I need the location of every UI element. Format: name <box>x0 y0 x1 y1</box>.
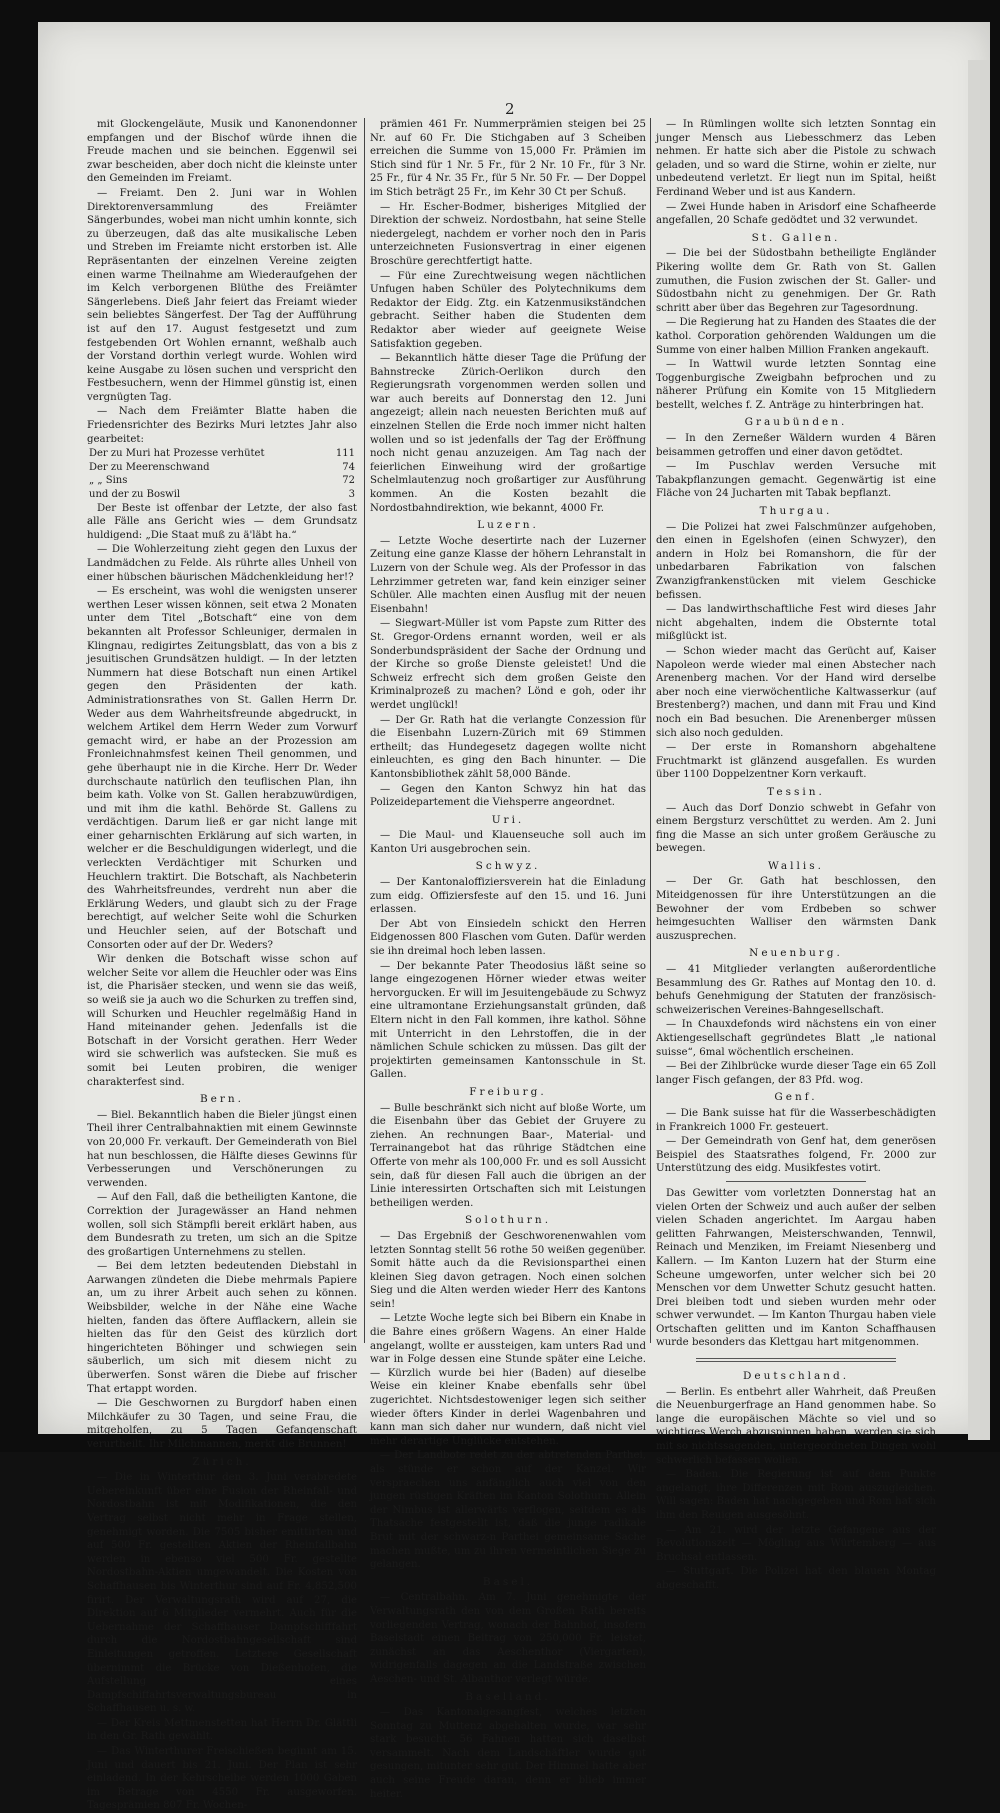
article: — Das Kantonalgesangfest, welches letzten Sonntag zu Muttenz abgehalten wurde, war sehr stark besucht. 56 Fahnen hatten sich daselbst versammelt. Nach dem Landschäftler wurde gut gesungen, mitunter sehr gut. Der Himmel hatte aber auch seine Freude daran, denn er blieb immer heiter. <box>370 1707 646 1800</box>
section-heading: Deutschland. <box>742 1370 850 1383</box>
section-heading: Zürich. <box>192 1455 252 1468</box>
article: — In den Zerneßer Wäldern wurden 4 Bären beisammen getroffen und einer davon getödtet. <box>656 433 936 458</box>
section-heading: St. Gallen. <box>751 231 841 244</box>
article: Der Beste ist offenbar der Letzte, der also fast alle Fälle ans Gericht wies — dem Grundsatz huldigend: „Die Staat muß zu ä'läbt ha.“ <box>87 502 357 541</box>
article: — Der erste in Romanshorn abgehaltene Fruchtmarkt ist glänzend ausgefallen. Es wurden über 1100 Doppelzentner Korn verkauft. <box>656 742 936 781</box>
section-heading: Baselland. <box>465 1690 551 1703</box>
section-heading: Neuenburg. <box>749 947 843 960</box>
article: — Es erscheint, was wohl die wenigsten unserer werthen Leser wissen können, seit etwa 2 Monaten unter dem Titel „Botschaft“ eine von dem bekannten alt Professor Schleuniger, dermalen in Klingnau, redigirtes Zeitungsblatt, das von a bis z jesuitischen Grundsätzen huldigt. — In der letzten Nummern hat diese Botschaft nun einen Artikel gegen den Präsidenten der kath. Administrationsrathes von St. Gallen Herrn Dr. Weder aus dem Wahrheitsfreunde abgedruckt, in welchem Artikel dem Herrn Weder zum Vorwurf gemacht wird, er habe an der Prozession am Fronleichnahmsfest keinen Theil genommen, und gehe überhaupt nie in die Kirche. Herr Dr. Weder durchschaute natürlich den teuflischen Plan, ihn beim kath. Volke von St. Gallen herabzuwürdigen, und mit ihm die kathl. Behörde St. Gallens zu verdächtigen. Darum ließ er gar nicht lange mit einer geharnischten Erklärung auf sich warten, in welcher er die Beschuldigungen widerlegt, und die verleckten Verdächtiger mit Schurken und Heuchlern traktirt. Die Botschaft, als Nachbeterin des Wahrheitsfreundes, verdreht nun aber die Erklärung Weders, und glaubt sich zu der Frage berechtigt, auf welcher Seite wohl die Schurken und Heuchler seien, auf der Botschaft und Consorten oder auf der Dr. Weders? <box>87 586 357 951</box>
article: — In Rümlingen wollte sich letzten Sonntag ein junger Mensch aus Liebesschmerz das Leben nehmen. Er hatte sich aber die Pistole zu schwach geladen, und so ward die Stirne, wohin er zielte, nur unbedeutend verletzt. Er liegt nun im Spital, heißt Ferdinand Weber und ist aus Kandern. <box>656 119 936 198</box>
table-cell: Der zu Meerenschwand <box>89 461 210 473</box>
separator-rule <box>726 1181 866 1182</box>
table-cell: 74 <box>342 461 355 473</box>
article: — Centralbahn. Am 7. Juni genehmigte der Verwaltungsrath den von dem Großen Rath bereits vorliegenden Vertrag, wonach der Bahnhof, insofern Baselstadt einen Beitrag von 250,000 Fr. leistet, zunächst an das Aeschenthor (Viergarten), widrigenfalls dagegen an die Landstraße zwischen Aeschen- und St. Albanthor verlegt würde. <box>370 1592 646 1685</box>
page-number: 2 <box>505 100 515 118</box>
table-row <box>87 488 357 502</box>
article: — Letzte Woche desertirte nach der Luzerner Zeitung eine ganze Klasse der höhern Lehranstalt in Luzern von der Schule weg. Als der Professor in das Lehrzimmer getreten war, fand kein einziger seiner Schüler. Alle machten einen Ausflug mit der neuen Eisenbahn! <box>370 535 646 615</box>
article: — Die in Winterthur den 3. Juni verabredete Uebereinkunft über eine Fusion der Rheinfall- und Nordostbahn ist mit Modifikationen, die den Vertrag selbst nicht mehr in Frage stellen, genehmigt worden. Die 7505 bisher emittirten und auf 500 Fr. gestellten Aktien der Rheinfallbahn werden in ebenso viel 500 Fr. gestellte Nordostbahn-Aktien umgewandelt. Die Kosten von Schaffhausen bis Winterthur sind auf Fr. 4,852,500 firirt. Der Verwaltungsrath wird auf 27, die Direktion auf 6 Mitglieder vermehrt. Auch für die Uebernahme der Schaffhauser Dampfschifffahrt durch die Nordostbahngesellschaft sind Einleitungen getroffen. Letztere Gesellschaft übernimmt die Brücke von Dießenhofen, die Aufstellung eines Dampfschiffahrtsverwaltungsbureau in Schaffhausen u. s. w. <box>87 1472 357 1715</box>
separator-double-rule <box>696 1358 896 1362</box>
column-2 <box>370 118 646 1800</box>
table-row <box>87 461 357 475</box>
article: — Baden. Die Regierung ist auf dem Punkte angelangt, ihre Differenzen mit Rom auszugleichen. Will sagen: Baden hat nachgegeben und Rom hat sich ihm den Reuigen ausgesöhnt. <box>656 1469 936 1521</box>
article: — Nach dem Freiämter Blatte haben die Friedensrichter des Bezirks Muri letztes Jahr also gearbeitet: <box>87 406 357 445</box>
page-edge <box>968 60 990 1440</box>
section-heading: Thurgau. <box>759 505 833 518</box>
table-cell: „ „ Sins <box>89 475 128 487</box>
article: — Der Kreis Mettmenstetten hat Herrn Dr. Glättli in den Gr. Rath gewählt. <box>87 1717 357 1743</box>
article: — Der bekannte Pater Theodosius läßt seine so lange eingezogenen Hörner wieder etwas weiter hervorgucken. Er will im Jesuitengebäude zu Schwyz eine ultramontane Erziehungsanstalt gründen, daß Eltern nicht in den Fall kommen, ihre kathol. Söhne mit Unterricht in den Lehrstoffen, die in der nämlichen Schule schicken zu müssen. Das gilt der projektirten gemeinsamen Kantonsschule in St. Gallen. <box>370 960 646 1081</box>
section-heading: Uri. <box>491 813 525 826</box>
table-cell: 111 <box>335 448 355 460</box>
table-cell: 3 <box>348 489 355 501</box>
article: Das Gewitter vom vorletzten Donnerstag hat an vielen Orten der Schweiz und auch außer der selben vielen Schaden angerichtet. Im Aargau haben gelitten Fahrwangen, Meisterschwanden, Tennwil, Reinach und Menziken, im Freiamt Niesenberg und Kallern. — Im Kanton Luzern hat der Sturm eine Scheune umgeworfen, unter welcher sich bei 20 Menschen vor dem Unwetter Schutz gesucht hatten. Drei bleiben todt und sieben wurden mehr oder schwer verwundet. — Im Kanton Thurgau haben viele Ortschaften gelitten und im Kanton Schaffhausen wurde besonders das Klettgau hart mitgenommen. <box>656 1187 936 1349</box>
section-heading: Luzern. <box>477 519 539 532</box>
article: — Das Winterthurer Freischießen beginnt am 15. Juni und dauert bis 21. Juni. Der Plan ist sehr einladend. In der Kehrscheibe werden 1000 Gaben im Betrage von 4550 Fr. ausgeworfen. Tagesprämien 807 Fr. Wochen- <box>87 1746 357 1812</box>
table-row <box>87 447 357 461</box>
section-heading: Tessin. <box>767 785 825 798</box>
table-row <box>87 474 357 488</box>
article: — Der Gr. Gath hat beschlossen, den Miteidgenossen für ihre Unterstützungen an die Bewohner der vom Erdbeben so schwer heimgesuchten Walliser den wärmsten Dank auszusprechen. <box>656 876 936 942</box>
table-cell: 72 <box>342 475 355 487</box>
article: — Freiamt. Den 2. Juni war in Wohlen Direktorenversammlung des Freiämter Sängerbundes, wobei man nicht umhin konnte, sich zu überzeugen, daß das alte musikalische Leben und Streben im Freiamte nicht erstorben ist. Alle Repräsentanten der einzelnen Vereine zeigten einen warme Theilnahme am Wiederaufgehen der im Kelch verborgenen Blüthe des Freiämter Sängerlebens. Dieß Jahr feiert das Freiamt wieder sein beliebtes Sängerfest. Der Tag der Aufführung ist auf den 17. August festgesetzt und zum festgebenden Ort Wohlen ernannt, weßhalb auch der Vorstand dorthin verlegt wurde. Wohlen wird keine Ausgabe zu lösen suchen und verspricht den Festbesuchern, wenn der Himmel günstig ist, einen vergnügten Tag. <box>87 187 357 403</box>
article: — Das Ergebniß der Geschworenenwahlen vom letzten Sonntag stellt 56 rothe 50 weißen gegenüber. Somit hätte auch da die Revisionsparthei einen kleinen Sieg davon getragen. Noch einen solchen Sieg und die Alten werden wieder Herr des Kantons sein! <box>370 1230 646 1310</box>
article: — 41 Mitglieder verlangten außerordentliche Besammlung des Gr. Rathes auf Montag den 10. d. behufs Genehmigung der Statuten der französisch-schweizerischen Vereines-Bahngesellschaft. <box>656 964 936 1016</box>
article: — Schon wieder macht das Gerücht auf, Kaiser Napoleon werde wieder mal einen Abstecher nach Arenenberg machen. Vor der Hand wird derselbe aber noch eine vierwöchentliche Kaltwasserkur (auf Brestenberg?) machen, und dann mit Frau und Kind noch ein Bad besuchen. Die Arenenberger müssen sich also noch gedulden. <box>656 645 936 739</box>
article: — Bei der Zihlbrücke wurde dieser Tage ein 65 Zoll langer Fisch gefangen, der 83 Pfd. wog. <box>656 1061 936 1086</box>
article: — Hr. Escher-Bodmer, bisheriges Mitglied der Direktion der schweiz. Nordostbahn, hat seine Stelle niedergelegt, nachdem er vorher noch den in Paris unterzeichneten Fusionsvertrag in einer eigenen Broschüre gerechtfertigt hatte. <box>370 201 646 267</box>
article: — Letzte Woche legte sich bei Bibern ein Knabe in die Bahre eines größern Wagens. An einer Halde angelangt, wollte er aussteigen, kam unters Rad und war in Folge dessen eine Stunde später eine Leiche. — Kürzlich wurde bei hier (Baden) auf dieselbe Weise ein kleiner Knabe ebenfalls sehr übel zugerichtet. Nichtsdestoweniger legen sich seither wieder öfters Kinder in derlei Wagenbahren und kann man sich daher nur wundern, daß nicht viel mehr derartige Unglücke entstehen. <box>370 1313 646 1447</box>
article: — In Wattwil wurde letzten Sonntag eine Toggenburgische Zweigbahn befprochen und zu näherer Prüfung ein Komite von 15 Mitgliedern bestellt, welches f. Z. Anträge zu hinterbringen hat. <box>656 359 936 411</box>
article: — Am 21. wird der letzte Gefangene aus der Revolutionszeit — Mögling aus Würtemberg — aus Bruchsal entlassen. <box>656 1524 936 1563</box>
section-heading: Freiburg. <box>469 1085 547 1098</box>
section-heading: Wallis. <box>768 859 824 872</box>
article: — Die Bank suisse hat für die Wasserbeschädigten in Frankreich 1000 Fr. gesteuert. <box>656 1107 936 1133</box>
article: — Bulle beschränkt sich nicht auf bloße Worte, um die Eisenbahn über das Gebiet der Gruyere zu ziehen. An rechnungen Baar-, Material- und Terrainangebot hat das rührige Städtchen eine Offerte von mehr als 100,000 Fr. und es soll Aussicht sein, daß für diesen Fall auch die übrigen an der Linie interessirten Ortschaften sich mit Leistungen betheiligen werden. <box>370 1102 646 1209</box>
article: — Für eine Zurechtweisung wegen nächtlichen Unfugen haben Schüler des Polytechnikums dem Redaktor der Eidg. Ztg. ein Katzenmusikständchen gebracht. Seither haben die Studenten dem Redaktor aber wieder auf geeignete Weise Satisfaktion gegeben. <box>370 270 646 350</box>
article: — Die Regierung hat zu Handen des Staates die der kathol. Corporation gehörenden Waldungen um die Summe von einer halben Million Franken angekauft. <box>656 317 936 356</box>
article: — Berlin. Es entbehrt aller Wahrheit, daß Preußen die Neuenburgerfrage an Hand genommen habe. So lange die europäischen Mächte so viel und so wichtiges Werch abzuspinnen haben, werden sie sich mit so nichtssagenden, untergeordneten Dingen wohl schwerlich befassen wollen. <box>656 1386 936 1466</box>
article: — Der Kantonaloffiziersverein hat die Einladung zum eidg. Offiziersfeste auf den 15. und 16. Juni erlassen. <box>370 877 646 916</box>
statistics-table <box>87 447 357 501</box>
section-heading: Schwyz. <box>475 860 541 873</box>
article: — Auch das Dorf Donzio schwebt in Gefahr von einem Bergsturz verschüttet zu werden. Am 2. Juni fing die Masse an sich unter großem Geräusche zu bewegen. <box>656 802 936 855</box>
article: — Der Gemeindrath von Genf hat, dem generösen Beispiel des Staatsrathes folgend, Fr. 2000 zur Unterstützung des eidg. Musikfestes votirt. <box>656 1136 936 1175</box>
table-cell: und der zu Boswil <box>89 489 181 501</box>
article: — Zwei Hunde haben in Arisdorf eine Schafheerde angefallen, 20 Schafe gedödtet und 32 verwundet. <box>656 201 936 227</box>
article: — Die Maul- und Klauenseuche soll auch im Kanton Uri ausgebrochen sein. <box>370 830 646 855</box>
article: — Die Polizei hat zwei Falschmünzer aufgehoben, den einen in Egelshofen (einen Schwyzer), den andern in Holz bei Romanshorn, die für der unbedarbaren Fabrikation von falschen Zwanzigfrankenstücken mit vielem Geschicke befissen. <box>656 521 936 601</box>
section-heading: Bern. <box>199 1093 245 1106</box>
article: — Bei dem letzten bedeutenden Diebstahl in Aarwangen zündeten die Diebe mehrmals Papiere an, um zu ihrer Arbeit auch sehen zu können. Weibsbilder, welche in der Nähe eine Wache hielten, fanden das öftere Aufflackern, allein sie hielten das für den Geist des kürzlich dort hingerichteten Böhinger und schwiegen sein säuberlich, um sich mit diesem nicht zu überwerfen. Sonst wären die Diebe auf frischer That ertappt worden. <box>87 1261 357 1395</box>
article: — Im Puschlav werden Versuche mit Tabakpflanzungen gemacht. Gegenwärtig ist eine Fläche von 24 Jucharten mit Tabak bepflanzt. <box>656 461 936 500</box>
article: — Siegwart-Müller ist vom Papste zum Ritter des St. Gregor-Ordens ernannt worden, weil er als Sonderbundspräsident der Sache der Ordnung und der Kirche so große Dienste geleistet! Und die Schweiz erfrecht sich dem großen Geiste den Kriminalprozeß zu machen? Lönd e goh, oder ihr werdet unglückl! <box>370 618 646 711</box>
article: — Das landwirthschaftliche Fest wird dieses Jahr nicht abgehalten, indem die Obsternte total mißglückt ist. <box>656 604 936 643</box>
article: — Die Geschwornen zu Burgdorf haben einen Milchkäufer zu 30 Tagen, und seine Frau, die mitgeholfen, zu 5 Tagen Gefangenschaft verurtheilt. Ihr Milchmannen, merkt die Brunnen! <box>87 1398 357 1450</box>
article: — Auf den Fall, daß die betheiligten Kantone, die Correktion der Juragewässer an Hand nehmen wollen, soll sich Stämpfli bereit erklärt haben, aus dem Bundesrath zu treten, um sich an die Spitze des großartigen Unternehmens zu stellen. <box>87 1192 357 1258</box>
article: Wir denken die Botschaft wisse schon auf welcher Seite vor allem die Heuchler oder was Eins ist, die Pharisäer stecken, und wenn sie das weiß, so weiß sie ja auch wo die Schurken zu treffen sind, will Schurken und Heuchler regelmäßig Hand in Hand miteinander gehen. Jedenfalls ist die Botschaft in der Vorsicht gerathen. Herr Weder wird sie schwerlich was aufstecken. Sie muß es somit bei Leuten probiren, die weniger charakterfest sind. <box>87 954 357 1088</box>
section-heading: Solothurn. <box>464 1214 552 1227</box>
article: — In Chauxdefonds wird nächstens ein von einer Aktiengesellschaft gegründetes Blatt „le national suisse“, 6mal wöchentlich erscheinen. <box>656 1019 936 1058</box>
column-rule <box>364 118 365 1343</box>
article: — Gegen den Kanton Schwyz hin hat das Polizeidepartement die Viehsperre angeordnet. <box>370 783 646 809</box>
article: — Stuttgart. Die Polizei hat den blauen Montag abgeschafft. <box>656 1566 936 1591</box>
section-heading: Genf. <box>774 1091 818 1104</box>
article: Der Abt von Einsiedeln schickt den Herren Eidgenossen 800 Flaschen vom Guten. Dafür werden sie ihn dreimal hoch leben lassen. <box>370 918 646 958</box>
article: — Biel. Bekanntlich haben die Bieler jüngst einen Theil ihrer Centralbahnaktien mit einem Gewinnste von 20,000 Fr. verkauft. Der Gemeinderath von Biel hat nun beschlossen, die Hälfte dieses Gewinns für Verbesserungen und Verschönerungen zu verwenden. <box>87 1109 357 1189</box>
article: — Die bei der Südostbahn betheiligte Engländer Pikering wollte dem Gr. Rath von St. Gallen zumuthen, die Fusion zwischen der St. Galler- und Südostbahn nicht zu genehmigen. Der Gr. Rath schritt aber über das Begehren zur Tagesordnung. <box>656 248 936 314</box>
column-rule <box>650 118 651 1343</box>
column-1 <box>87 118 357 1812</box>
column-3 <box>656 118 936 1591</box>
article: — Die Wohlerzeitung zieht gegen den Luxus der Landmädchen zu Felde. Als rührte alles Unheil von einer hübschen bäurischen Mädchenkleidung her!? <box>87 544 357 583</box>
article: — Der Gr. Rath hat die verlangte Conzession für die Eisenbahn Luzern-Zürich mit 69 Stimmen ertheilt; das Hundegesetz dagegen wollte nicht einleuchten, es ging den Bach hinunter. — Die Kantonsbibliothek zählt 58,000 Bände. <box>370 714 646 780</box>
article: mit Glockengeläute, Musik und Kanonendonner empfangen und der Bischof würde ihnen die Freude machen und sie beinchen. Eggenwil sei zwar bescheiden, aber doch nicht die kleinste unter den Gemeinden im Freiamt. <box>87 119 357 185</box>
section-heading: Graubünden. <box>744 416 848 429</box>
section-heading: Basel. <box>482 1575 534 1588</box>
article: prämien 461 Fr. Nummerprämien steigen bei 25 Nr. auf 60 Fr. Die Stichgaben auf 3 Scheiben erreichen die Summe von 15,000 Fr. Prämien im Stich sind für 1 Nr. 5 Fr., für 2 Nr. 10 Fr., für 3 Nr. 25 Fr., für 4 Nr. 35 Fr., für 5 Nr. 50 Fr. — Der Doppel im Stich beträgt 25 Fr., im Kehr 30 Ct per Schuß. <box>370 119 646 198</box>
table-cell: Der zu Muri hat Prozesse verhütet <box>89 448 265 460</box>
article: — Bekanntlich hätte dieser Tage die Prüfung der Bahnstrecke Zürich-Oerlikon durch den Regierungsrath vorgenommen werden sollen und war auch bereits auf Donnerstag den 12. Juni angezeigt; allein nach neuesten Berichten muß auf einzelnen Stellen die Erde noch immer nicht halten wollen und so ist jedenfalls der Tag der Eröffnung noch nicht genau anzuzeigen. Am Tag nach der feierlichen Einweihung wird der großartige Schelmlautenzug noch großartiger zur Ausführung kommen. An die Kosten bezahlt die Nordostbahndirektion, wie bekannt, 4000 Fr. <box>370 353 646 514</box>
article: — Der Landbote redet zu der abtretenden Parthei, als stünde er schon auf der Kanzel. Wir verspraechen uns anfänglich auch viel von den jungen rüstigen Kräften im Kanton Solothurn. Allein der Nimbus ist allerwärts verflogen, seitdem es als Thatsache festgestellt ist, daß die junge radikale Brut mit der schwarz-n Parthei gemeinsame Sache machen mußte, um zu ihren vermeintlichen Siege zu gelangen. <box>370 1450 646 1571</box>
